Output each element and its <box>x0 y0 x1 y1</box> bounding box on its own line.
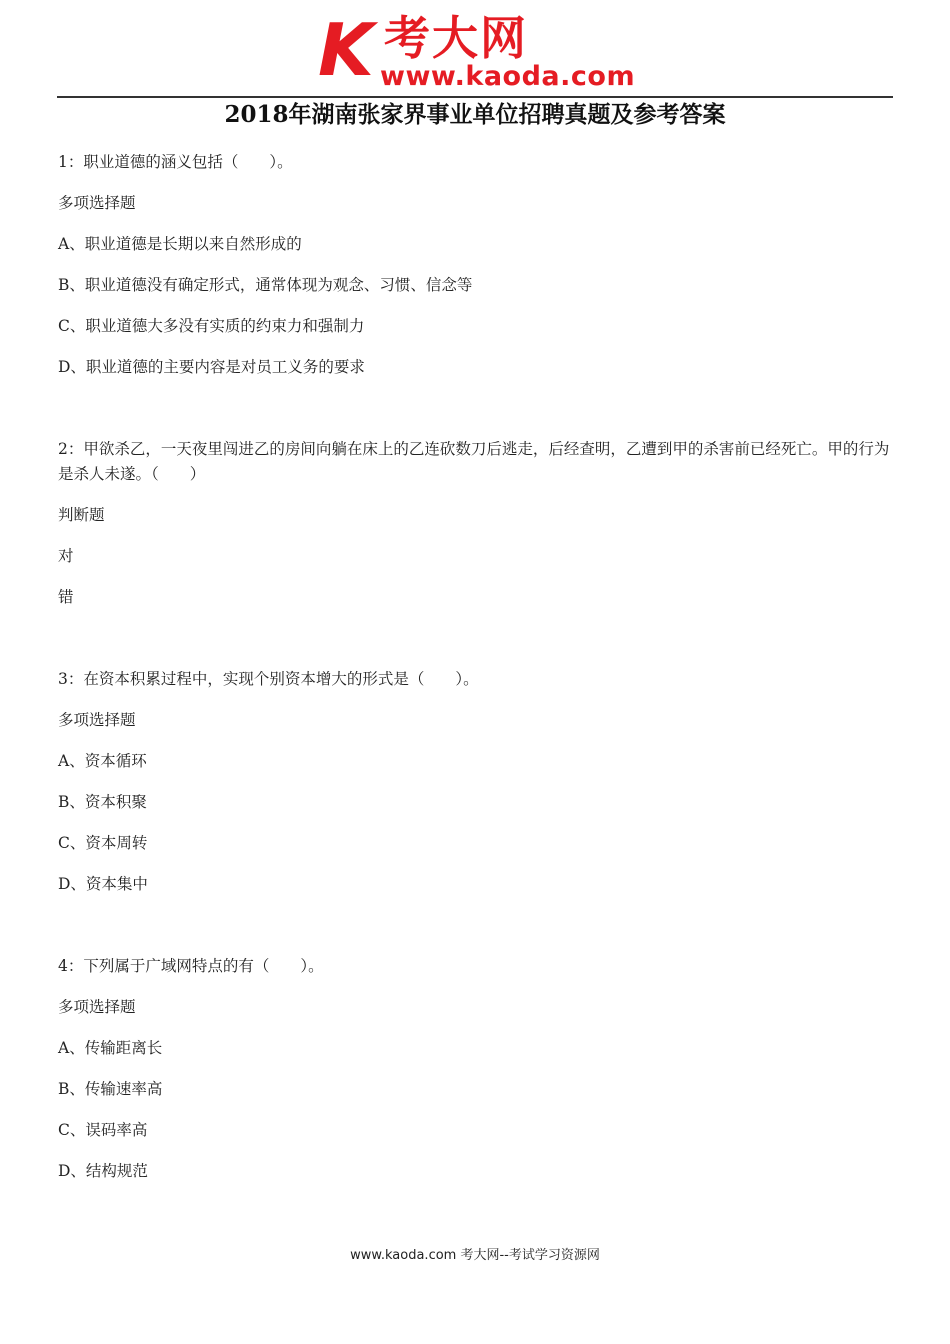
question-option: D、资本集中 <box>58 875 148 893</box>
question-stem: 1：职业道德的涵义包括（ ）。 <box>58 153 293 171</box>
question-option: B、资本积聚 <box>58 793 147 811</box>
question-option: 对 <box>58 547 74 565</box>
question-option: A、资本循环 <box>58 752 147 770</box>
page-title: 2018年湖南张家界事业单位招聘真题及参考答案 <box>224 101 726 128</box>
question-stem: 4：下列属于广域网特点的有（ ）。 <box>58 957 324 975</box>
logo-name: 考大网 <box>384 11 528 65</box>
logo-url: www.kaoda.com <box>380 61 636 92</box>
question-type: 多项选择题 <box>58 998 136 1016</box>
question-type: 多项选择题 <box>58 194 136 212</box>
question-option: D、结构规范 <box>58 1162 148 1180</box>
logo-letter: K <box>318 8 372 92</box>
question-option: A、传输距离长 <box>58 1039 163 1057</box>
question-list <box>58 150 894 1200</box>
question-option: 错 <box>58 588 74 606</box>
question-option: B、传输速率高 <box>58 1080 163 1098</box>
question-type: 判断题 <box>58 506 105 524</box>
header-divider <box>57 96 893 98</box>
question-stem: 2：甲欲杀乙，一天夜里闯进乙的房间向躺在床上的乙连砍数刀后逃走，后经查明，乙遭到甲的杀害前已经死亡。甲的行为是杀人未遂。（ ） <box>58 440 890 483</box>
question-option: A、职业道德是长期以来自然形成的 <box>58 235 302 253</box>
question-stem: 3：在资本积累过程中，实现个别资本增大的形式是（ ）。 <box>58 670 479 688</box>
kaoda-logo <box>318 8 638 92</box>
question-option: C、误码率高 <box>58 1121 148 1139</box>
question-option: C、职业道德大多没有实质的约束力和强制力 <box>58 317 365 335</box>
question-option: C、资本周转 <box>58 834 148 852</box>
question-option: B、职业道德没有确定形式，通常体现为观念、习惯、信念等 <box>58 276 473 294</box>
page-footer: www.kaoda.com 考大网--考试学习资源网 <box>350 1248 600 1263</box>
question-option: D、职业道德的主要内容是对员工义务的要求 <box>58 358 365 376</box>
question-type: 多项选择题 <box>58 711 136 729</box>
